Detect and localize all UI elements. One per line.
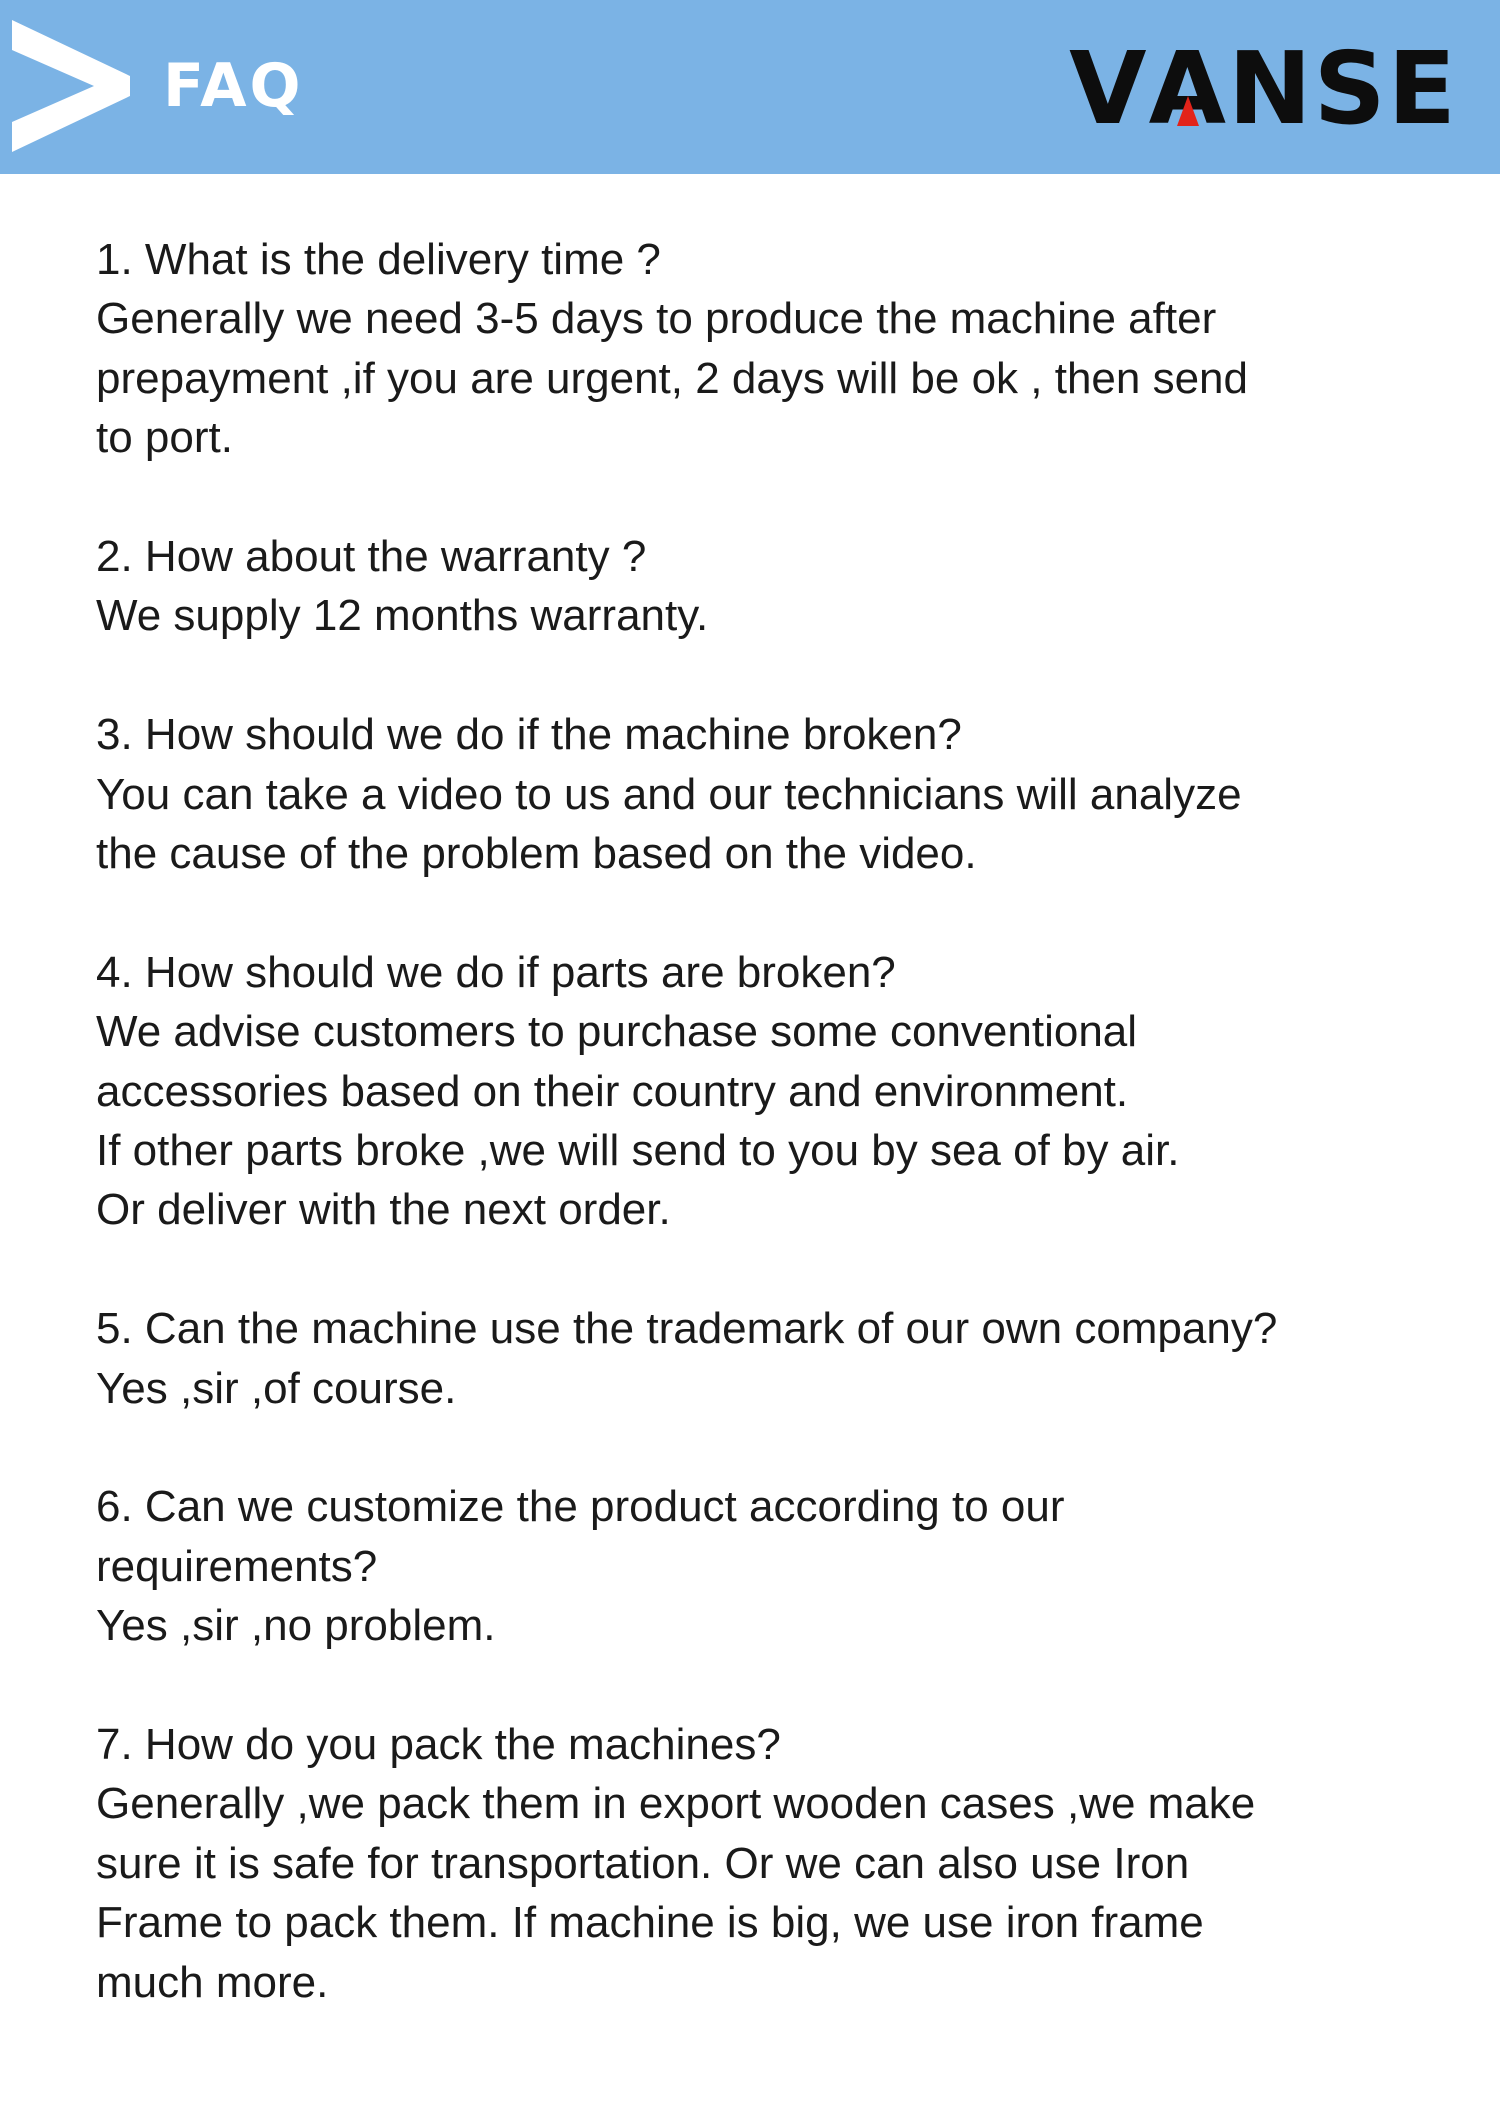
page-title: FAQ: [163, 51, 304, 121]
faq-item-7: [96, 1715, 1476, 2012]
faq-item-4: [96, 943, 1476, 1240]
faq-list: [96, 230, 1476, 2071]
faq-answer-line: We supply 12 months warranty.: [96, 591, 709, 641]
faq-question: 3. How should we do if the machine broken?: [96, 710, 962, 760]
faq-answer-line: Generally ,we pack them in export wooden cases ,we make: [96, 1779, 1256, 1829]
faq-question: 5. Can the machine use the trademark of our own company?: [96, 1304, 1278, 1354]
faq-answer-line: We advise customers to purchase some conventional: [96, 1007, 1138, 1057]
logo-red-triangle-icon: [1177, 96, 1199, 126]
faq-item-3: [96, 705, 1476, 883]
faq-item-5: [96, 1299, 1476, 1418]
faq-item-1: [96, 230, 1476, 468]
logo-letters-start: V: [1069, 30, 1149, 147]
faq-answer-line: prepayment ,if you are urgent, 2 days will be ok , then send: [96, 353, 1248, 403]
faq-answer-line: Generally we need 3-5 days to produce the machine after: [96, 294, 1217, 344]
faq-question: 1. What is the delivery time ?: [96, 235, 661, 284]
faq-question: 2. How about the warranty ?: [96, 532, 647, 582]
faq-header-band: [0, 0, 1500, 174]
faq-answer-line: Yes ,sir ,of course.: [96, 1363, 457, 1413]
faq-answer-line: much more.: [96, 1957, 329, 2007]
faq-answer-line: the cause of the problem based on the video.: [96, 829, 977, 879]
chevron-arrow-icon: [10, 18, 132, 154]
faq-answer-line: sure it is safe for transportation. Or we can also use Iron: [96, 1838, 1190, 1888]
brand-logo: [1069, 30, 1458, 147]
faq-answer-line: You can take a video to us and our technicians will analyze: [96, 769, 1242, 819]
faq-answer-line: accessories based on their country and environment.: [96, 1066, 1129, 1116]
faq-answer-line: Frame to pack them. If machine is big, we use iron frame: [96, 1898, 1204, 1948]
faq-answer-line: requirements?: [96, 1541, 378, 1591]
faq-answer-line: to port.: [96, 413, 233, 463]
faq-item-2: [96, 527, 1476, 646]
faq-answer-line: Or deliver with the next order.: [96, 1185, 671, 1235]
faq-question: 7. How do you pack the machines?: [96, 1720, 781, 1770]
logo-letters-end: NSE: [1227, 30, 1458, 147]
faq-question: 6. Can we customize the product according to our: [96, 1482, 1065, 1532]
faq-answer-line: Yes ,sir ,no problem.: [96, 1601, 496, 1651]
faq-item-6: [96, 1477, 1476, 1655]
faq-question: 4. How should we do if parts are broken?: [96, 947, 896, 997]
faq-answer-line: If other parts broke ,we will send to you by sea of by air.: [96, 1126, 1180, 1176]
logo-letter-a: A: [1148, 30, 1228, 147]
